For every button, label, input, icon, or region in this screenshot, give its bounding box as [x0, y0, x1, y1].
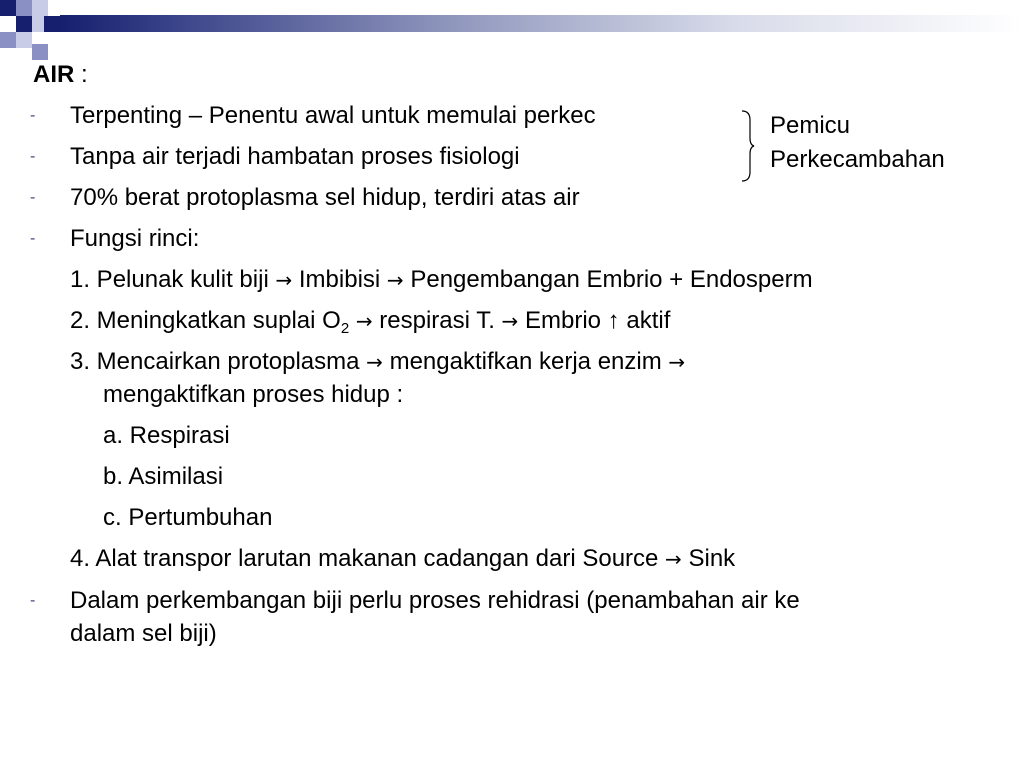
slide-title: AIR : — [33, 61, 88, 88]
bullet-marker: - — [30, 189, 36, 206]
bullet-text: Terpenting – Penentu awal untuk memulai perkec — [70, 102, 596, 129]
sub-item: a. Respirasi — [103, 422, 230, 449]
right-arrow-icon: → — [501, 309, 519, 333]
bullet-text-continued: dalam sel biji) — [70, 620, 217, 647]
up-arrow-icon: ↑ — [607, 307, 620, 334]
right-arrow-icon: → — [275, 268, 293, 292]
side-note-line-2: Perkecambahan — [770, 146, 945, 173]
bullet-marker: - — [30, 107, 36, 124]
deco-square — [0, 32, 16, 48]
deco-square — [44, 16, 60, 32]
deco-square — [32, 0, 48, 16]
bullet-text: Fungsi rinci: — [70, 225, 200, 252]
right-arrow-icon: → — [665, 547, 682, 571]
function-item-3: 3. Mencairkan protoplasma → mengaktifkan kerja enzim → — [70, 348, 686, 375]
sub-item: b. Asimilasi — [103, 463, 224, 490]
bullet-marker: - — [30, 148, 36, 165]
right-arrow-icon: → — [386, 268, 404, 292]
header-gradient-bar — [60, 15, 1024, 32]
deco-square — [0, 0, 16, 16]
deco-square — [32, 44, 48, 60]
curly-brace-icon — [738, 110, 758, 182]
function-item-3-continued: mengaktifkan proses hidup : — [103, 381, 404, 408]
deco-square — [16, 32, 32, 48]
bullet-text: 70% berat protoplasma sel hidup, terdiri atas air — [70, 184, 580, 211]
deco-square — [16, 0, 32, 16]
bullet-marker: - — [30, 592, 36, 609]
sub-item: c. Pertumbuhan — [103, 504, 273, 531]
function-item-4: 4. Alat transpor larutan makanan cadangan dari Source → Sink — [70, 545, 736, 572]
side-note-line-1: Pemicu — [770, 112, 851, 139]
bullet-text: Dalam perkembangan biji perlu proses rehidrasi (penambahan air ke — [70, 587, 800, 614]
bullet-marker: - — [30, 230, 36, 247]
right-arrow-icon: → — [668, 350, 686, 374]
deco-square — [16, 16, 32, 32]
bullet-text: Tanpa air terjadi hambatan proses fisiologi — [70, 143, 520, 170]
right-arrow-icon: → — [366, 350, 383, 374]
function-item-1: 1. Pelunak kulit biji → Imbibisi → Pengembangan Embrio + Endosperm — [70, 266, 813, 293]
function-item-2: 2. Meningkatkan suplai $O_2$ → respirasi T. → Embrio ↑ aktif — [70, 307, 671, 337]
right-arrow-icon: → — [355, 309, 373, 333]
